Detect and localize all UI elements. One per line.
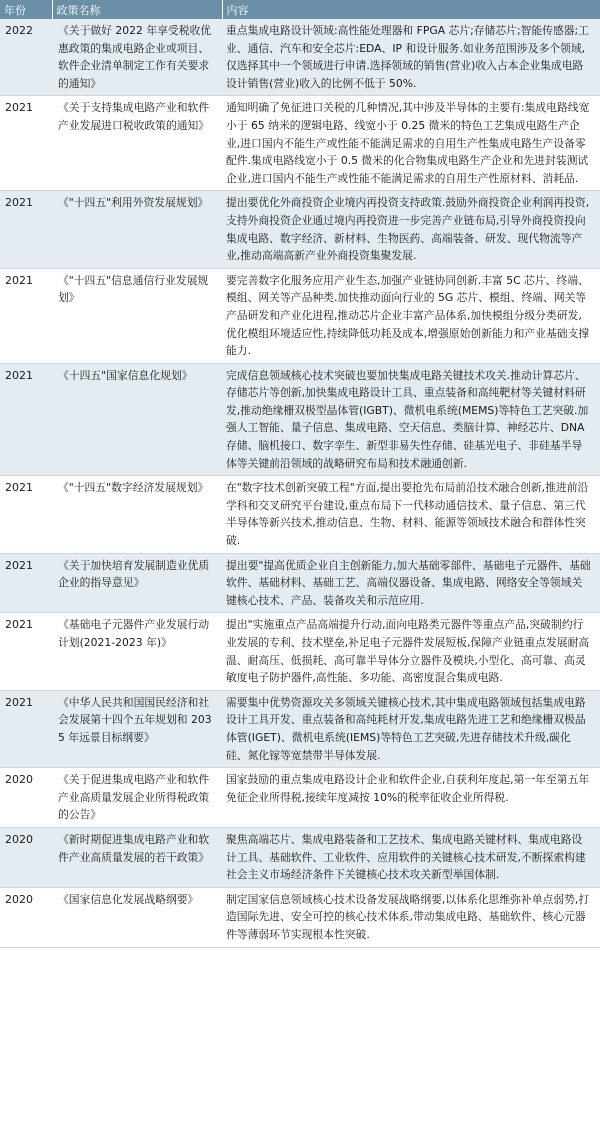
row-policy-name: 《国家信息化发展战略纲要》 — [52, 887, 222, 947]
row-policy-name: 《基础电子元器件产业发展行动计划(2021-2023 年)》 — [52, 613, 222, 690]
row-policy-name: 《"十四五"信息通信行业发展规划》 — [52, 268, 222, 363]
row-year: 2021 — [0, 191, 52, 268]
table-row — [0, 19, 600, 96]
row-year: 2021 — [0, 96, 52, 191]
row-policy-name: 《关于促进集成电路产业和软件产业高质量发展企业所得税政策的公告》 — [52, 768, 222, 828]
row-year: 2021 — [0, 476, 52, 553]
row-policy-name: 《关于加快培育发展制造业优质企业的指导意见》 — [52, 553, 222, 613]
table-header-row — [0, 0, 600, 19]
row-content: 要完善数字化服务应用产业生态,加强产业链协同创新.丰富 5C 芯片、终端、模组、网关等产品种类.加快推动面向行业的 5G 芯片、模组、终端、网关等产品研发和产业化进程,推动芯片企业丰富产品体系,加快模组分级分类研发,优化模组环境适应性,持续降低功耗及成本,增强原始创新能力和产业基础支撑能力. — [222, 268, 600, 363]
row-year: 2020 — [0, 827, 52, 887]
row-year: 2020 — [0, 887, 52, 947]
table-row — [0, 768, 600, 828]
row-content: 制定国家信息领域核心技术设备发展战略纲要,以体系化思维弥补单点弱势,打造国际先进、安全可控的核心技术体系,带动集成电路、基础软件、核心元器件等薄弱环节实现根本性突破. — [222, 887, 600, 947]
row-policy-name: 《中华人民共和国国民经济和社会发展第十四个五年规划和 2035 年远景目标纲要》 — [52, 690, 222, 767]
row-content: 完成信息领域核心技术突破也要加快集成电路关键技术攻关.推动计算芯片、存储芯片等创新,加快集成电路设计工具、重点装备和高纯靶材等关键材料研发,推动绝缘栅双极型晶体管(IGBT)、微机电系统(MEMS)等特色工艺突破.加强人工智能、量子信息、集成电路、空天信息、类脑计算、神经芯片、DNA 存储、脑机接口、数字孪生、新型非易失性存储、硅基光电子、非硅基半导体等关键前沿领域的战略研究布局和技术融通创新. — [222, 363, 600, 476]
header-content: 内容 — [222, 0, 600, 19]
table-row — [0, 96, 600, 191]
row-content: 通知明确了免征进口关税的几种情况,其中涉及半导体的主要有:集成电路线宽小于 65 纳米的逻辑电路、线宽小于 0.25 微米的特色工艺集成电路生产企业,进口国内不能生产或性能不能满足需求的自用生产性集成电路生产设备零配件.集成电路线宽小于 0.5 微米的化合物集成电路生产企业和先进封装测试企业,进口国内不能生产或性能不能满足需求的自用生产性原材料、消耗品. — [222, 96, 600, 191]
row-policy-name: 《关于支持集成电路产业和软件产业发展进口税收政策的通知》 — [52, 96, 222, 191]
row-policy-name: 《"十四五"数字经济发展规划》 — [52, 476, 222, 553]
header-year: 年份 — [0, 0, 52, 19]
table-row — [0, 476, 600, 553]
row-content: 提出要"提高优质企业自主创新能力,加大基础零部件、基础电子元器件、基础软件、基础材料、基础工艺、高端仪器设备、集成电路、网络安全等领域关键核心技术、产品、装备攻关和示范应用. — [222, 553, 600, 613]
row-year: 2021 — [0, 268, 52, 363]
table-row — [0, 690, 600, 767]
row-policy-name: 《新时期促进集成电路产业和软件产业高质量发展的若干政策》 — [52, 827, 222, 887]
row-policy-name: 《关于做好 2022 年享受税收优惠政策的集成电路企业或项目、软件企业清单制定工作有关要求的通知》 — [52, 19, 222, 96]
row-year: 2021 — [0, 613, 52, 690]
row-content: 国家鼓励的重点集成电路设计企业和软件企业,自获利年度起,第一年至第五年免征企业所得税,接续年度减按 10%的税率征收企业所得税. — [222, 768, 600, 828]
table-row — [0, 191, 600, 268]
table-row — [0, 887, 600, 947]
row-policy-name: 《十四五"国家信息化规划》 — [52, 363, 222, 476]
row-year: 2021 — [0, 363, 52, 476]
row-content: 提出"实施重点产品高端提升行动,面向电路类元器件等重点产品,突破制约行业发展的专利、技术壁垒,补足电子元器件发展短板,保障产业链重点发展耐高温、耐高压、低损耗、高可靠半导体分立器件及模块,小型化、高可靠、高灵敏度电子防护器件,高性能、多功能、高密度混合集成电路. — [222, 613, 600, 690]
row-content: 在"数字技术创新突破工程"方面,提出要抢先布局前沿技术融合创新,推进前沿学科和交叉研究平台建设,重点布局下一代移动通信技术、量子信息、第三代半导体等新兴技术,推动信息、生物、材料、能源等领域技术融合和群体性突破. — [222, 476, 600, 553]
row-year: 2020 — [0, 768, 52, 828]
row-content: 聚焦高端芯片、集成电路装备和工艺技术、集成电路关键材料、集成电路设计工具、基础软件、工业软件、应用软件的关键核心技术研发,不断探索构建社会主义市场经济条件下关键核心技术攻关新型举国体制. — [222, 827, 600, 887]
table-row — [0, 363, 600, 476]
table-row — [0, 613, 600, 690]
row-content: 需要集中优势资源攻关多领域关键核心技术,其中集成电路领域包括集成电路设计工具开发、重点装备和高纯耗材开发,集成电路先进工艺和绝缘栅双极晶体管(IGET)、微机电系统(IEMS)等特色工艺突破,先进存储技术升级,碳化硅、氮化镓等宽禁带半导体发展. — [222, 690, 600, 767]
row-policy-name: 《"十四五"利用外资发展规划》 — [52, 191, 222, 268]
table-row — [0, 268, 600, 363]
row-content: 重点集成电路设计领域:高性能处理器和 FPGA 芯片;存储芯片;智能传感器;工业、通信、汽车和安全芯片:EDA、IP 和设计服务.如业务范围涉及多个领域,仅选择其中一个领域进行申请.选择领域的销售(营业)收入占本企业集成电路设计销售(营业)收入的比例不低于 50%. — [222, 19, 600, 96]
row-year: 2022 — [0, 19, 52, 96]
table-row — [0, 553, 600, 613]
header-policy-name: 政策名称 — [52, 0, 222, 19]
row-year: 2021 — [0, 553, 52, 613]
table-row — [0, 827, 600, 887]
row-year: 2021 — [0, 690, 52, 767]
row-content: 提出要优化外商投资企业境内再投资支持政策.鼓励外商投资企业利润再投资,支持外商投资企业通过境内再投资进一步完善产业链布局,引导外商投资投向集成电路、数字经济、新材料、生物医药、高端装备、研发、现代物流等产业,推动高端高新产业外商投资集聚发展. — [222, 191, 600, 268]
